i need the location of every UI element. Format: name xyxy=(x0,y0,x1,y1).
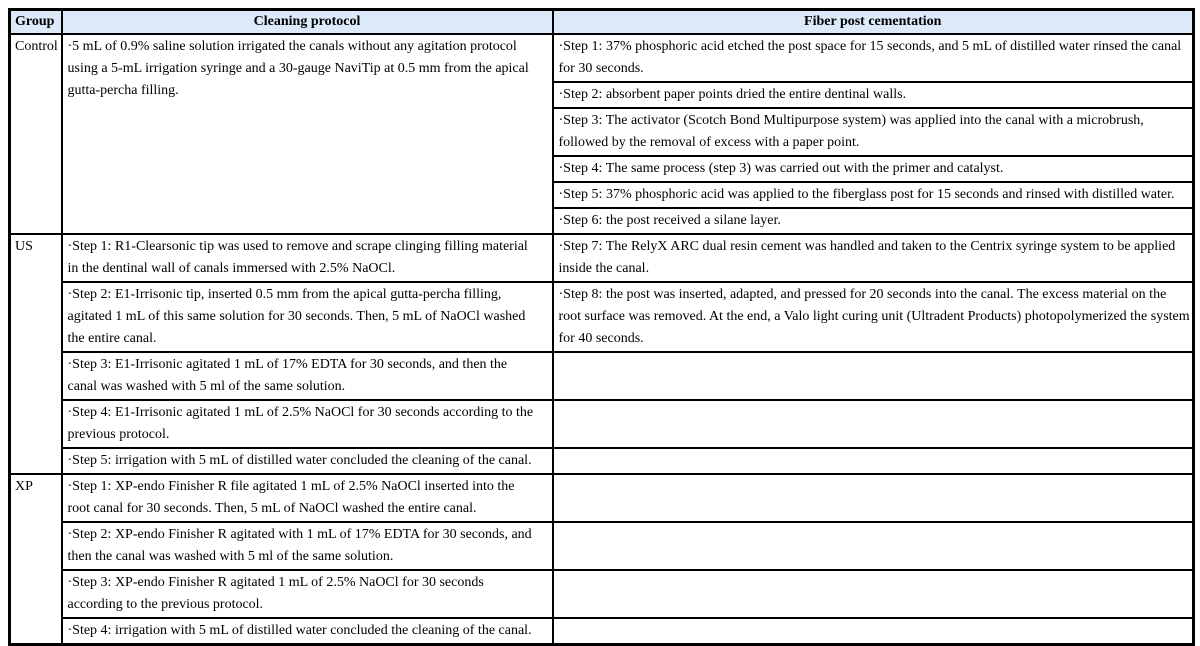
xp-cementation-empty-cell xyxy=(553,474,1194,522)
table-row xyxy=(10,570,1194,618)
xp-protocol-step-2: ·Step 2: XP-endo Finisher R agitated with 1 mL of 17% EDTA for 30 seconds, and then the canal was washed with 5 ml of the same solution. xyxy=(62,522,553,570)
xp-cementation-empty-cell xyxy=(553,618,1194,645)
us-protocol-step-1: ·Step 1: R1-Clearsonic tip was used to remove and scrape clinging filling material in the dentinal wall of canals immersed with 2.5% NaOCl. xyxy=(62,234,553,282)
header-row xyxy=(10,10,1194,35)
header-fiber-post-cementation: Fiber post cementation xyxy=(553,10,1194,35)
table-row xyxy=(10,34,1194,82)
xp-protocol-step-4: ·Step 4: irrigation with 5 mL of distilled water concluded the cleaning of the canal. xyxy=(62,618,553,645)
control-cementation-step-1: ·Step 1: 37% phosphoric acid etched the post space for 15 seconds, and 5 mL of distilled water rinsed the canal for 30 seconds. xyxy=(553,34,1194,82)
us-cementation-empty-cell xyxy=(553,448,1194,474)
table-row xyxy=(10,282,1194,352)
xp-protocol-step-3: ·Step 3: XP-endo Finisher R agitated 1 mL of 2.5% NaOCl for 30 seconds according to the previous protocol. xyxy=(62,570,553,618)
us-protocol-step-3: ·Step 3: E1-Irrisonic agitated 1 mL of 17% EDTA for 30 seconds, and then the canal was washed with 5 ml of the same solution. xyxy=(62,352,553,400)
us-cementation-step-7: ·Step 7: The RelyX ARC dual resin cement was handled and taken to the Centrix syringe system to be applied inside the canal. xyxy=(553,234,1194,282)
table-row xyxy=(10,618,1194,645)
us-protocol-step-2: ·Step 2: E1-Irrisonic tip, inserted 0.5 mm from the apical gutta-percha filling, agitated 1 mL of this same solution for 30 seconds. Then, 5 mL of NaOCl washed the entire canal. xyxy=(62,282,553,352)
header-group: Group xyxy=(10,10,62,35)
control-protocol-cell: ·5 mL of 0.9% saline solution irrigated the canals without any agitation protocol using a 5-mL irrigation syringe and a 30-gauge NaviTip at 0.5 mm from the apical gutta-percha filling. xyxy=(62,34,553,234)
table-row xyxy=(10,522,1194,570)
control-cementation-step-5: ·Step 5: 37% phosphoric acid was applied to the fiberglass post for 15 seconds and rinsed with distilled water. xyxy=(553,182,1194,208)
us-protocol-step-5: ·Step 5: irrigation with 5 mL of distilled water concluded the cleaning of the canal. xyxy=(62,448,553,474)
control-cementation-step-4: ·Step 4: The same process (step 3) was carried out with the primer and catalyst. xyxy=(553,156,1194,182)
table-row xyxy=(10,448,1194,474)
cleaning-protocol-table xyxy=(8,8,1195,646)
control-cementation-step-6: ·Step 6: the post received a silane layer. xyxy=(553,208,1194,234)
table-row xyxy=(10,474,1194,522)
us-cementation-step-8: ·Step 8: the post was inserted, adapted, and pressed for 20 seconds into the canal. The excess material on the root surface was removed. At the end, a Valo light curing unit (Ultradent Products) photopolymerized the system for 40 seconds. xyxy=(553,282,1194,352)
us-cementation-empty-cell xyxy=(553,352,1194,400)
group-label-us: US xyxy=(10,234,62,474)
xp-cementation-empty-cell xyxy=(553,522,1194,570)
control-cementation-step-3: ·Step 3: The activator (Scotch Bond Multipurpose system) was applied into the canal with a microbrush, followed by the removal of excess with a paper point. xyxy=(553,108,1194,156)
table-row xyxy=(10,400,1194,448)
table-row xyxy=(10,352,1194,400)
group-label-control: Control xyxy=(10,34,62,234)
header-cleaning-protocol: Cleaning protocol xyxy=(62,10,553,35)
table-row xyxy=(10,234,1194,282)
us-protocol-step-4: ·Step 4: E1-Irrisonic agitated 1 mL of 2.5% NaOCl for 30 seconds according to the previous protocol. xyxy=(62,400,553,448)
control-cementation-step-2: ·Step 2: absorbent paper points dried the entire dentinal walls. xyxy=(553,82,1194,108)
us-cementation-empty-cell xyxy=(553,400,1194,448)
group-label-xp: XP xyxy=(10,474,62,645)
xp-protocol-step-1: ·Step 1: XP-endo Finisher R file agitated 1 mL of 2.5% NaOCl inserted into the root canal for 30 seconds. Then, 5 mL of NaOCl washed the entire canal. xyxy=(62,474,553,522)
xp-cementation-empty-cell xyxy=(553,570,1194,618)
